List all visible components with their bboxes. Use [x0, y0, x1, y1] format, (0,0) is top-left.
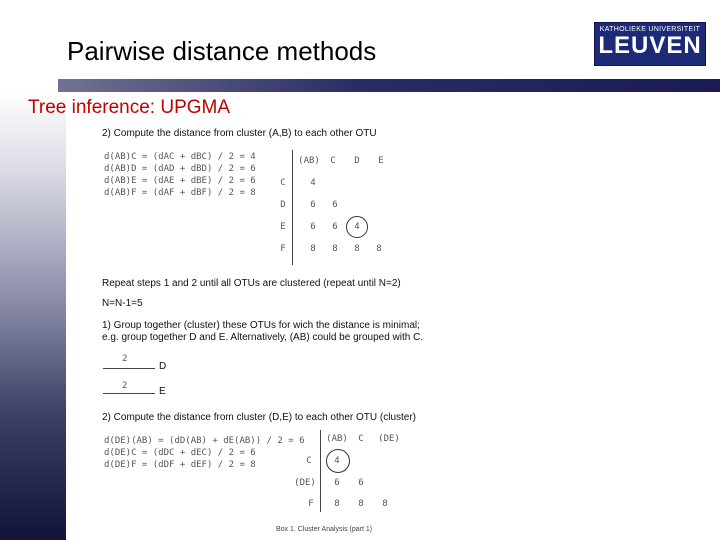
matrix-col-header: E: [378, 156, 384, 166]
matrix-col-header: (AB): [298, 156, 320, 166]
minimum-circle: [346, 216, 368, 238]
matrix2-col-header: (AB): [326, 434, 348, 444]
matrix2-cell: 8: [382, 499, 388, 509]
university-logo: [594, 22, 706, 66]
slide-subtitle: Tree inference: UPGMA: [28, 97, 231, 118]
branch-length-d: 2: [122, 354, 128, 364]
step2b-equation: d(DE)(AB) = (dD(AB) + dE(AB)) / 2 = 6: [104, 436, 305, 446]
step2a-equation: d(AB)C = (dAC + dBC) / 2 = 4: [104, 152, 256, 162]
leaf-d: D: [159, 361, 167, 372]
step2b-equation: d(DE)F = (dDF + dEF) / 2 = 8: [104, 460, 256, 470]
step2a-equation: d(AB)E = (dAE + dBE) / 2 = 6: [104, 176, 256, 186]
matrix2-cell: 6: [334, 478, 340, 488]
branch-e: [103, 393, 155, 394]
n-text: N=N-1=5: [102, 298, 143, 309]
matrix2-col-header: (DE): [378, 434, 400, 444]
branch-d: [103, 368, 155, 369]
minimum-circle: [326, 449, 350, 473]
matrix-row-label: E: [280, 222, 286, 232]
matrix2-cell-min: 4: [334, 456, 340, 466]
step1-line2: e.g. group together D and E. Alternatively, (AB) could be grouped with C.: [102, 332, 424, 343]
matrix2-row-label: F: [308, 499, 314, 509]
matrix-row-label: D: [280, 200, 286, 210]
matrix-col-header: C: [330, 156, 336, 166]
matrix-cell: 8: [376, 244, 382, 254]
step2a-equation: d(AB)D = (dAD + dBD) / 2 = 6: [104, 164, 256, 174]
matrix2-row-label: C: [306, 456, 312, 466]
matrix-cell: 8: [310, 244, 316, 254]
leaf-e: E: [159, 386, 166, 397]
step2b-heading: 2) Compute the distance from cluster (D,E) to each other OTU (cluster): [102, 412, 416, 423]
page-title: Pairwise distance methods: [67, 36, 377, 66]
matrix-cell: 8: [354, 244, 360, 254]
matrix-cell: 6: [332, 222, 338, 232]
matrix2-row-label: (DE): [294, 478, 316, 488]
repeat-text: Repeat steps 1 and 2 until all OTUs are clustered (repeat until N=2): [102, 278, 401, 289]
sidebar-gradient: [0, 92, 66, 540]
figure-caption: Box 1. Cluster Analysis (part 1): [276, 526, 373, 533]
branch-length-e: 2: [122, 381, 128, 391]
step2a-equation: d(AB)F = (dAF + dBF) / 2 = 8: [104, 188, 256, 198]
matrix-cell: 4: [310, 178, 316, 188]
matrix-cell: 6: [310, 200, 316, 210]
logo-top-text: KATHOLIEKE UNIVERSITEIT: [599, 26, 701, 33]
matrix-cell: 8: [332, 244, 338, 254]
title-rule: [58, 79, 720, 92]
matrix-cell: 6: [310, 222, 316, 232]
step2b-equation: d(DE)C = (dDC + dEC) / 2 = 6: [104, 448, 256, 458]
matrix2-cell: 8: [334, 499, 340, 509]
step1-line1: 1) Group together (cluster) these OTUs for wich the distance is minimal;: [102, 320, 420, 331]
matrix-col-header: D: [354, 156, 360, 166]
matrix-cell: 6: [332, 200, 338, 210]
matrix-cell-min: 4: [354, 222, 360, 232]
step2a-heading: 2) Compute the distance from cluster (A,B) to each other OTU: [102, 128, 377, 139]
matrix-row-label: C: [280, 178, 286, 188]
matrix2-cell: 6: [358, 478, 364, 488]
matrix2-col-header: C: [358, 434, 364, 444]
matrix2-cell: 8: [358, 499, 364, 509]
logo-main-text: LEUVEN: [598, 32, 702, 59]
matrix-row-label: F: [280, 244, 286, 254]
